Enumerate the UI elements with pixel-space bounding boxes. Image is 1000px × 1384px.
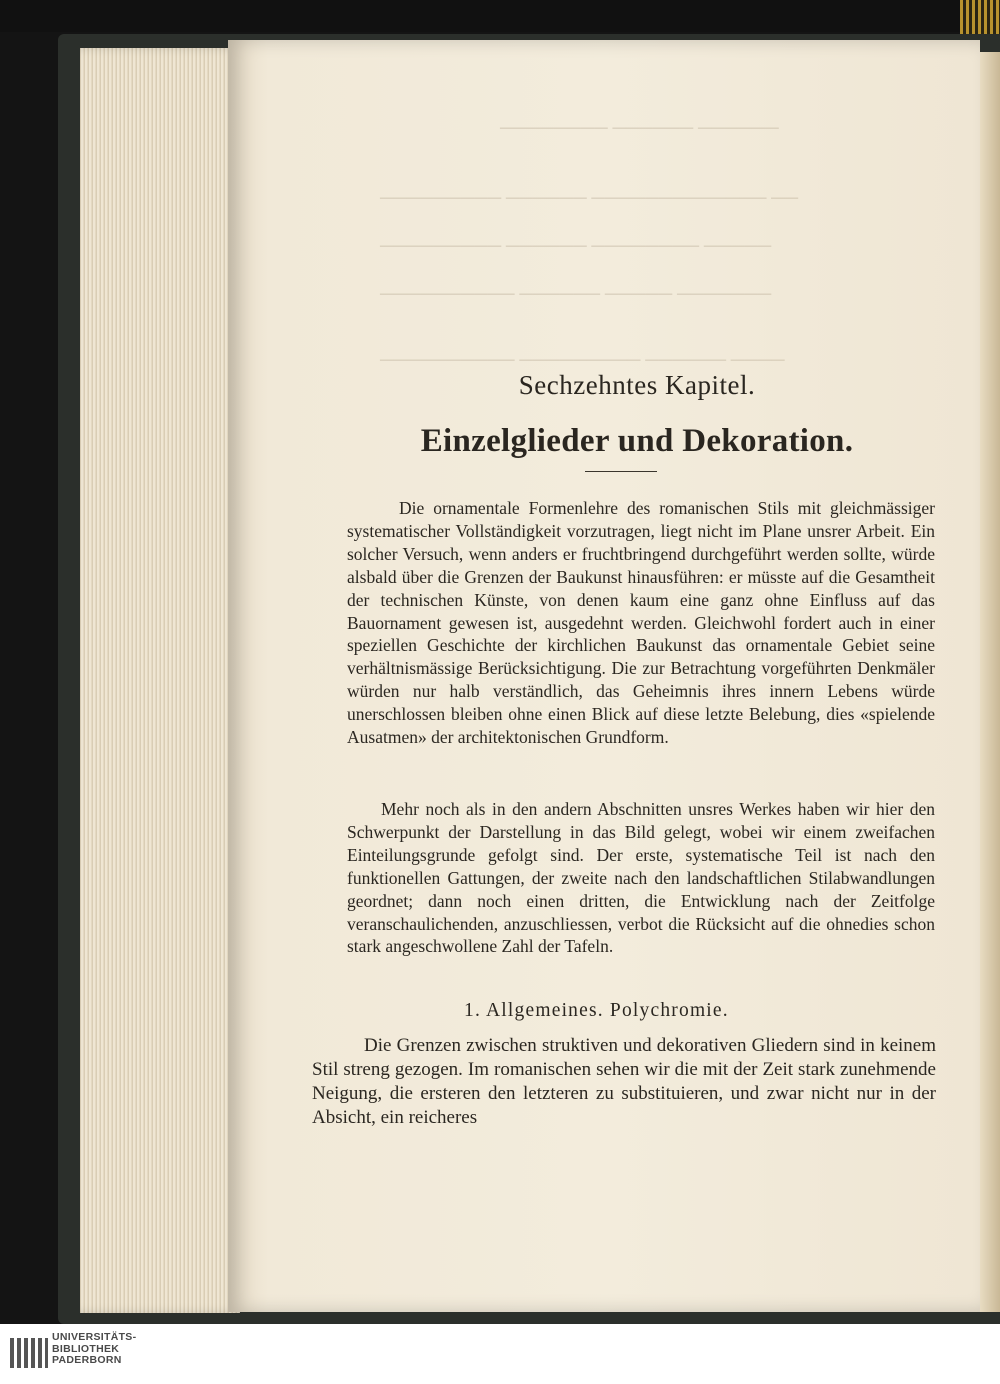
show-through-line: ───────── ────── ──────── ───── <box>380 236 772 257</box>
page-stack-edges <box>80 48 240 1313</box>
show-through-line: ───────── ────── ───────────── ── <box>380 188 799 209</box>
show-through-line: ────────── ────── ───── ─────── <box>380 284 772 305</box>
page-right-edge <box>980 52 1000 1312</box>
title-divider <box>585 471 657 472</box>
library-name-line: BIBLIOTHEK <box>52 1342 120 1355</box>
chapter-title: Einzelglieder und Dekoration. <box>420 423 854 459</box>
show-through-line: ────────── ───────── ────── ──── <box>380 350 785 371</box>
library-name <box>52 1332 136 1367</box>
body-paragraph: Die Grenzen zwischen struktiven und dekorativen Gliedern sind in keinem Stil streng gezogen. Im romanischen sehen wir die mit der Zeit stark zunehmende Neigung, die ersteren den letzteren zu substituieren, und zwar nicht nur in der Absicht, ein reicheres <box>312 1035 936 1128</box>
body-paragraph: Mehr noch als in den andern Abschnitten unsres Werkes haben wir hier den Schwerpunkt der Darstellung in das Bild gelegt, wobei wir einem zweifachen Einteilungsgrunde gefolgt sind. Der erste, systematische Teil ist nach den funktionellen Gattungen, der zweite nach den landschaftlichen Stilabwandlungen geordnet; dann noch einen dritten, die Entwicklung nach der Zeitfolge veranschaulichenden, anzuschliessen, verbot die Rücksicht auf die ohnedies schon stark angeschwollene Zahl der Tafeln. <box>347 799 935 957</box>
library-logo-icon <box>8 1334 50 1372</box>
body-paragraph: Die ornamentale Formenlehre des romanischen Stils mit gleichmässiger systematischer Vollständigkeit vorzutragen, liegt nicht im Plane unsrer Arbeit. Ein solcher Versuch, wenn anders er fruchtbringend durchgeführt werden sollte, würde alsbald über die Grenzen der Baukunst hinausführen: er müsste auf die Gesamtheit der technischen Künste, von denen kaum eine ganz ohne Einfluss auf das Bauornament gewesen ist, ausgedehnt werden. Gleichwohl fordert auch in einer speziellen Geschichte der kirchlichen Baukunst das ornamentale Gebiet seine verhältnismässige Berücksichtigung. Die zur Betrachtung vorgeführten Denkmäler würden nur halb verständlich, das Geheimnis ihres innern Lebens würde unerschlossen bleiben ohne einen Blick auf diese letzte Belebung, dies «spielende Ausatmen» der architektonischen Grundform. <box>347 498 935 748</box>
library-footer <box>0 1324 1000 1384</box>
library-name-line: UNIVERSITÄTS- <box>52 1331 137 1343</box>
library-name-line: PADERBORN <box>52 1354 122 1366</box>
show-through-line: ──────── ────── ────── <box>500 118 779 139</box>
chapter-number: Sechzehntes Kapitel. <box>518 370 756 400</box>
scan-background-top <box>0 0 1000 32</box>
section-heading: 1. Allgemeines. Polychromie. <box>464 1000 729 1021</box>
